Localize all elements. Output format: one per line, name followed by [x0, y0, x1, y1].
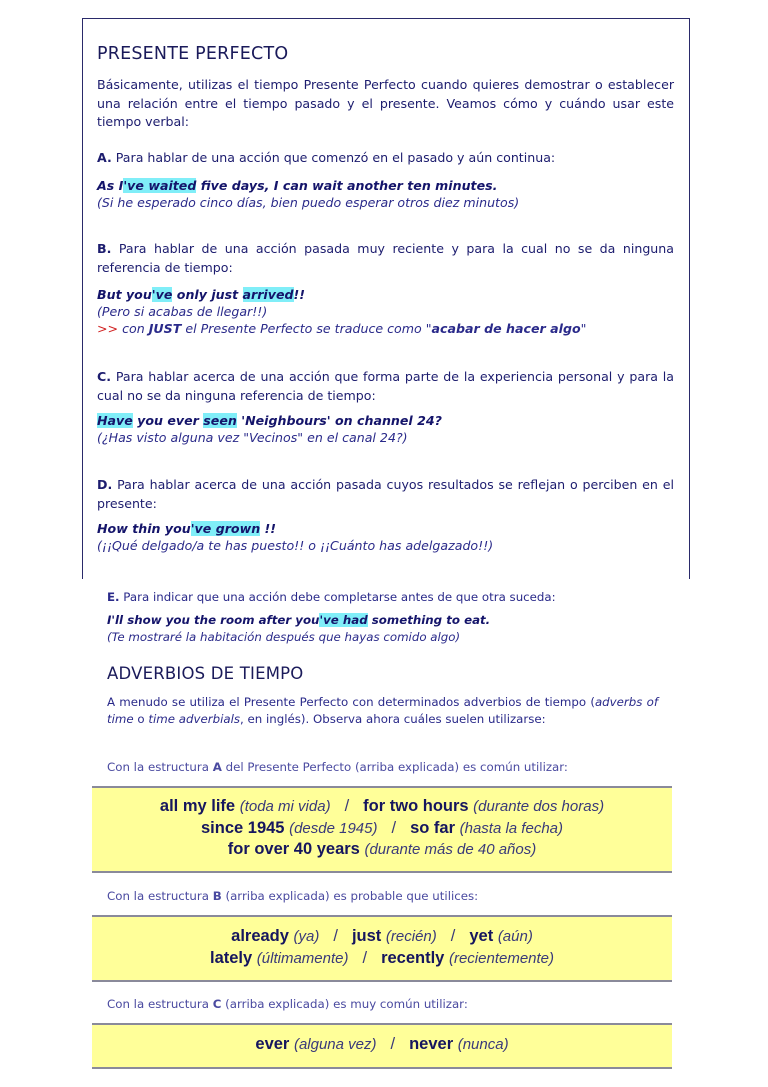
intro-text: o — [133, 711, 149, 726]
example-sentence — [97, 287, 305, 302]
usage-text: Para indicar que una acción debe completarse antes de que otra suceda: — [123, 590, 556, 604]
example-text: But you — [97, 287, 152, 302]
structure-letter: B — [212, 889, 222, 903]
adverb: yet — [469, 927, 494, 945]
example-text: something to eat. — [367, 613, 491, 627]
example-text: As I — [97, 178, 124, 193]
intro-text: A menudo se utiliza el Presente Perfecto con determinados adverbios de tiempo ( — [107, 695, 595, 709]
note-text: con — [118, 321, 149, 336]
adverbs-intro — [107, 694, 658, 727]
usage-note — [97, 321, 586, 336]
separator: / — [362, 948, 368, 967]
adverb-line — [92, 1034, 672, 1056]
usage-text: Para hablar acerca de una acción pasada cuyos resultados se reflejan o perciben en el presente: — [97, 477, 674, 511]
example-translation: (¡¡Qué delgado/a te has puesto!! o ¡¡Cuánto has adelgazado!!) — [97, 538, 494, 553]
adverb: just — [351, 927, 382, 945]
adverb-translation: (nunca) — [457, 1036, 509, 1053]
example-text: only just — [172, 287, 243, 302]
highlighted-verb: Have — [97, 413, 133, 428]
example-sentence — [97, 521, 276, 536]
usage-description — [97, 149, 674, 168]
note-keyword: JUST — [148, 321, 182, 336]
arrow-marker: >> — [97, 321, 119, 336]
adverb-translation: (durante dos horas) — [473, 798, 605, 815]
adverb: already — [231, 927, 289, 945]
adverb-translation: (recién) — [385, 928, 437, 945]
adverb-translation: (recientemente) — [448, 949, 555, 967]
adverb: for over 40 years — [227, 840, 360, 858]
example-sentence — [97, 413, 442, 428]
example-sentence — [97, 178, 497, 193]
separator: / — [391, 818, 397, 837]
intro-text: , en inglés). Observa ahora cuáles suelen utilizarse: — [240, 711, 546, 726]
structure-label — [107, 760, 568, 774]
example-text: !! — [293, 287, 306, 302]
label-text: Con la estructura — [107, 997, 213, 1011]
adverb-translation: (últimamente) — [256, 949, 349, 967]
example-text: !! — [260, 521, 277, 536]
note-text: el Presente Perfecto se traduce como " — [181, 321, 432, 336]
adverb: ever — [255, 1035, 290, 1053]
adverb-translation: (aún) — [497, 928, 533, 945]
adverb-line — [92, 796, 672, 818]
example-sentence — [107, 613, 490, 627]
adverbs-title: ADVERBIOS DE TIEMPO — [107, 664, 304, 683]
adverb-translation: (hasta la fecha) — [459, 819, 563, 837]
adverb-translation: (alguna vez) — [293, 1036, 377, 1053]
adverb: for two hours — [363, 797, 469, 815]
adverb-line — [92, 818, 672, 840]
usage-description — [97, 240, 674, 277]
example-text: I'll show you the room after you — [107, 613, 320, 627]
adverb-translation: (durante más de 40 años) — [364, 841, 537, 858]
adverb-translation: (desde 1945) — [289, 819, 378, 837]
usage-letter: B. — [97, 241, 112, 256]
structure-letter: A — [212, 760, 222, 774]
structure-label — [107, 889, 478, 903]
highlighted-verb: arrived — [242, 287, 294, 302]
intro-paragraph: Básicamente, utilizas el tiempo Presente Perfecto cuando quieres demostrar o establecer una relación entre el tiempo pasado y el presente. Veamos cómo y cuándo usar este tiempo verbal: — [97, 77, 674, 129]
adverbs-box-a — [92, 786, 672, 873]
adverbs-box-b — [92, 915, 672, 982]
separator: / — [333, 927, 338, 945]
adverb-translation: (toda mi vida) — [239, 798, 331, 815]
usage-letter: E. — [107, 590, 120, 604]
separator: / — [450, 927, 456, 945]
intro-term: time adverbials — [148, 711, 241, 726]
example-translation: (Si he esperado cinco días, bien puedo esperar otros diez minutos) — [97, 195, 520, 210]
adverb: never — [409, 1035, 454, 1053]
usage-description — [97, 476, 674, 513]
adverb-line — [92, 948, 672, 970]
usage-text: Para hablar de una acción que comenzó en el pasado y aún continua: — [115, 150, 556, 165]
adverb: so far — [410, 818, 456, 837]
page-title: PRESENTE PERFECTO — [97, 44, 289, 64]
example-text: How thin you — [97, 521, 191, 536]
adverb-translation: (ya) — [293, 928, 320, 945]
note-text: " — [580, 321, 587, 336]
adverb-line — [92, 926, 672, 948]
note-meaning: acabar de hacer algo — [431, 321, 581, 336]
usage-letter: A. — [97, 150, 112, 165]
example-text: 'Neighbours' on channel 24? — [236, 413, 442, 428]
adverb-line — [92, 839, 672, 861]
usage-description — [97, 368, 674, 405]
usage-text: Para hablar de una acción pasada muy reciente y para la cual no se da ninguna referencia de tiempo: — [97, 241, 674, 275]
label-text: del Presente Perfecto (arriba explicada) es común utilizar: — [221, 760, 568, 774]
example-text: five days, I can wait another ten minutes. — [196, 178, 498, 193]
example-translation: (Pero si acabas de llegar!!) — [97, 304, 268, 319]
adverbs-box-c — [92, 1023, 672, 1069]
highlighted-verb: 've — [151, 287, 173, 302]
structure-letter: C — [212, 997, 222, 1011]
adverb: all my life — [159, 797, 236, 815]
example-translation: (Te mostraré la habitación después que hayas comido algo) — [107, 630, 461, 644]
highlighted-verb: 've grown — [190, 521, 261, 536]
label-text: Con la estructura — [107, 889, 213, 903]
separator: / — [390, 1035, 396, 1053]
adverb: recently — [381, 948, 445, 967]
usage-letter: D. — [97, 477, 113, 492]
intro-term: adverbs of time — [107, 695, 658, 726]
label-text: (arriba explicada) es muy común utilizar: — [221, 997, 468, 1011]
adverb: lately — [209, 948, 253, 967]
label-text: Con la estructura — [107, 760, 213, 774]
example-translation: (¿Has visto alguna vez "Vecinos" en el canal 24?) — [97, 430, 408, 445]
highlighted-verb: 've had — [319, 613, 368, 627]
separator: / — [344, 797, 350, 815]
usage-letter: C. — [97, 369, 112, 384]
adverb: since 1945 — [201, 818, 285, 837]
usage-text: Para hablar acerca de una acción que forma parte de la experiencia personal y para la cual no se da ninguna referencia de tiempo: — [97, 369, 674, 403]
highlighted-verb: 've waited — [123, 178, 197, 193]
highlighted-verb: seen — [203, 413, 237, 428]
structure-label — [107, 997, 468, 1011]
usage-description — [107, 589, 658, 606]
label-text: (arriba explicada) es probable que utilices: — [221, 889, 479, 903]
example-text: you ever — [132, 413, 204, 428]
